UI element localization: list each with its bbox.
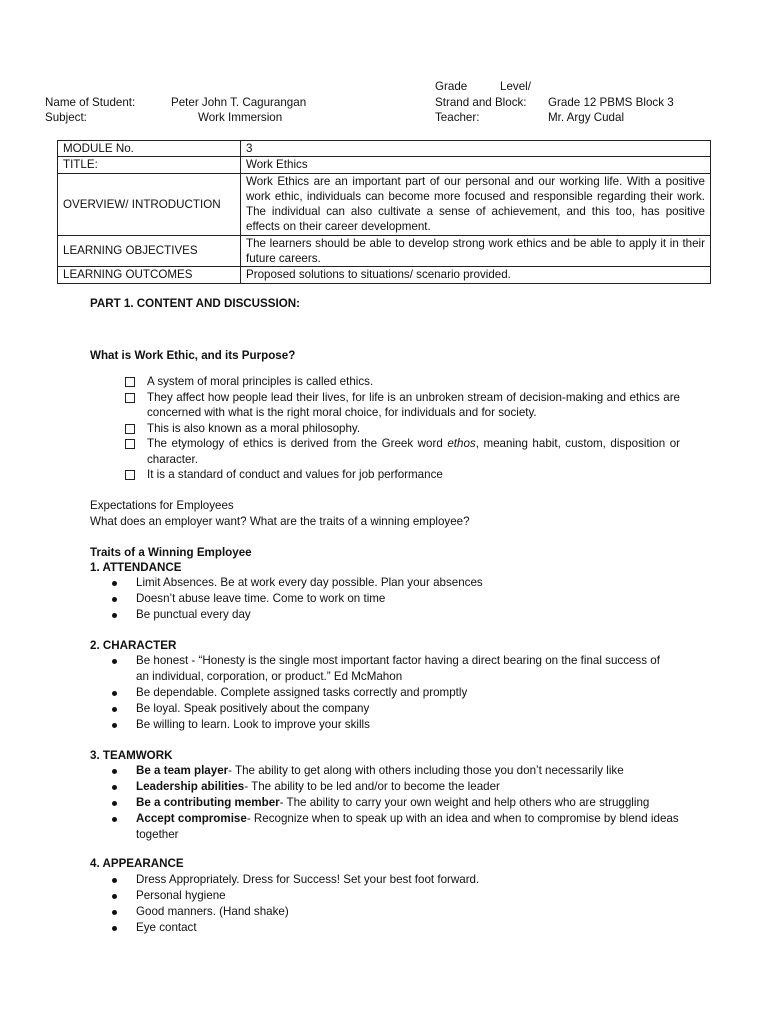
list-item: [123, 390, 680, 421]
bullet-icon: [112, 894, 117, 899]
list-item: [136, 795, 680, 811]
list-item: [136, 607, 680, 623]
work-ethic-title: What is Work Ethic, and its Purpose?: [90, 349, 296, 362]
list-item-text: Doesn’t abuse leave time. Come to work on time: [136, 592, 386, 605]
table-row: [58, 173, 711, 235]
etymology-word: ethos: [447, 437, 476, 450]
bullet-icon: [112, 613, 117, 618]
list-item: [136, 685, 666, 701]
bullet-icon: [112, 769, 117, 774]
title-label: TITLE:: [58, 157, 241, 173]
checkbox-square-icon: [125, 470, 135, 480]
list-item-text: Personal hygiene: [136, 889, 226, 902]
teamwork-list: [90, 763, 680, 842]
list-item: [136, 591, 680, 607]
name-label: Name of Student:: [45, 96, 136, 109]
trait-term: Accept compromise: [136, 812, 247, 825]
trait-desc: - Recognize when to speak up with an idea and when to compromise by blend ideas together: [136, 812, 679, 841]
list-item: [136, 779, 680, 795]
list-item-text: Be willing to learn. Look to improve your skills: [136, 718, 370, 731]
grade-label: Grade: [435, 80, 468, 93]
list-item-text: They affect how people lead their lives, for life is an unbroken stream of decision-making and ethics are concerned with what is the right moral choice, for individuals and for society.: [147, 390, 680, 419]
list-item: [123, 436, 680, 467]
list-item: [136, 811, 680, 842]
list-item: [136, 888, 680, 904]
list-item: [136, 872, 680, 888]
table-row: [58, 141, 711, 157]
overview-value: Work Ethics are an important part of our personal and our working life. With a positive work ethic, individuals can become more focused and responsible regarding their work. The individual can also cultivate a sense of achievement, and this too, has positive effects on their career development.: [241, 173, 711, 235]
module-no-value: 3: [241, 141, 711, 157]
objectives-label: LEARNING OBJECTIVES: [58, 235, 241, 267]
bullet-icon: [112, 723, 117, 728]
module-no-label: MODULE No.: [58, 141, 241, 157]
bullet-icon: [112, 597, 117, 602]
trait-desc: - The ability to carry your own weight and help others who are struggling: [279, 796, 650, 809]
table-row: [58, 235, 711, 267]
outcomes-label: LEARNING OUTCOMES: [58, 267, 241, 283]
list-item: [123, 421, 680, 437]
bullet-icon: [112, 878, 117, 883]
etymology-text-before: The etymology of ethics is derived from the Greek word: [147, 437, 448, 450]
trait-term: Leadership abilities: [136, 780, 245, 793]
appearance-list: [90, 872, 680, 936]
table-row: [58, 157, 711, 173]
trait-term: Be a team player: [136, 764, 229, 777]
strand-label: Strand and Block:: [435, 96, 527, 109]
name-value: Peter John T. Cagurangan: [171, 96, 307, 109]
list-item: [136, 763, 680, 779]
attendance-list: [90, 575, 680, 623]
list-item: [136, 904, 680, 920]
objectives-value: The learners should be able to develop strong work ethics and be able to apply it in their future careers.: [241, 235, 711, 267]
bullet-icon: [112, 785, 117, 790]
appearance-title: 4. APPEARANCE: [90, 857, 184, 870]
title-value: Work Ethics: [241, 157, 711, 173]
character-title: 2. CHARACTER: [90, 639, 177, 652]
list-item: [136, 701, 666, 717]
subject-label: Subject:: [45, 111, 87, 124]
table-row: [58, 267, 711, 283]
list-item-text: Be honest - “Honesty is the single most important factor having a direct bearing on the final success of an individual, corporation, or product.” Ed McMahon: [136, 654, 660, 683]
bullet-icon: [112, 926, 117, 931]
trait-desc: - The ability to get along with others including those you don’t necessarily like: [228, 764, 624, 777]
overview-label: OVERVIEW/ INTRODUCTION: [58, 173, 241, 235]
traits-title: Traits of a Winning Employee: [90, 546, 252, 559]
character-list: [90, 653, 680, 733]
etymology-text-after: , meaning habit, custom, disposition or character.: [147, 437, 681, 466]
teacher-value: Mr. Argy Cudal: [548, 111, 625, 124]
list-item: [136, 717, 666, 733]
list-item-text: Dress Appropriately. Dress for Success! Set your best foot forward.: [136, 873, 480, 886]
trait-desc: - The ability to be led and/or to become the leader: [244, 780, 500, 793]
teamwork-title: 3. TEAMWORK: [90, 749, 173, 762]
bullet-icon: [112, 659, 117, 664]
list-item-text: Eye contact: [136, 921, 197, 934]
subject-value: Work Immersion: [198, 111, 283, 124]
list-item-text: It is a standard of conduct and values for job performance: [147, 468, 443, 481]
list-item-text: Good manners. (Hand shake): [136, 905, 289, 918]
checkbox-square-icon: [125, 377, 135, 387]
list-item: [123, 374, 680, 390]
expectations-question: What does an employer want? What are the traits of a winning employee?: [90, 515, 470, 528]
teacher-label: Teacher:: [435, 111, 480, 124]
work-ethic-list: [90, 374, 680, 483]
checkbox-square-icon: [125, 393, 135, 403]
list-item: [136, 575, 680, 591]
list-item-text: Be loyal. Speak positively about the company: [136, 702, 370, 715]
checkbox-square-icon: [125, 424, 135, 434]
list-item-text: A system of moral principles is called ethics.: [147, 375, 374, 388]
bullet-icon: [112, 817, 117, 822]
list-item-text: Limit Absences. Be at work every day possible. Plan your absences: [136, 576, 483, 589]
list-item: [123, 467, 680, 483]
part1-title: PART 1. CONTENT AND DISCUSSION:: [90, 297, 300, 310]
list-item-text: Be punctual every day: [136, 608, 251, 621]
list-item-text: Be dependable. Complete assigned tasks correctly and promptly: [136, 686, 468, 699]
level-label: Level/: [500, 80, 531, 93]
bullet-icon: [112, 801, 117, 806]
bullet-icon: [112, 910, 117, 915]
attendance-title: 1. ATTENDANCE: [90, 561, 182, 574]
bullet-icon: [112, 707, 117, 712]
bullet-icon: [112, 581, 117, 586]
strand-value: Grade 12 PBMS Block 3: [548, 96, 674, 109]
list-item: [136, 653, 666, 684]
trait-term: Be a contributing member: [136, 796, 280, 809]
checkbox-square-icon: [125, 439, 135, 449]
expectations-title: Expectations for Employees: [90, 499, 234, 512]
module-info-table: [57, 140, 711, 284]
list-item-text: This is also known as a moral philosophy.: [147, 421, 361, 435]
bullet-icon: [112, 691, 117, 696]
outcomes-value: Proposed solutions to situations/ scenario provided.: [241, 267, 711, 283]
list-item: [136, 920, 680, 936]
